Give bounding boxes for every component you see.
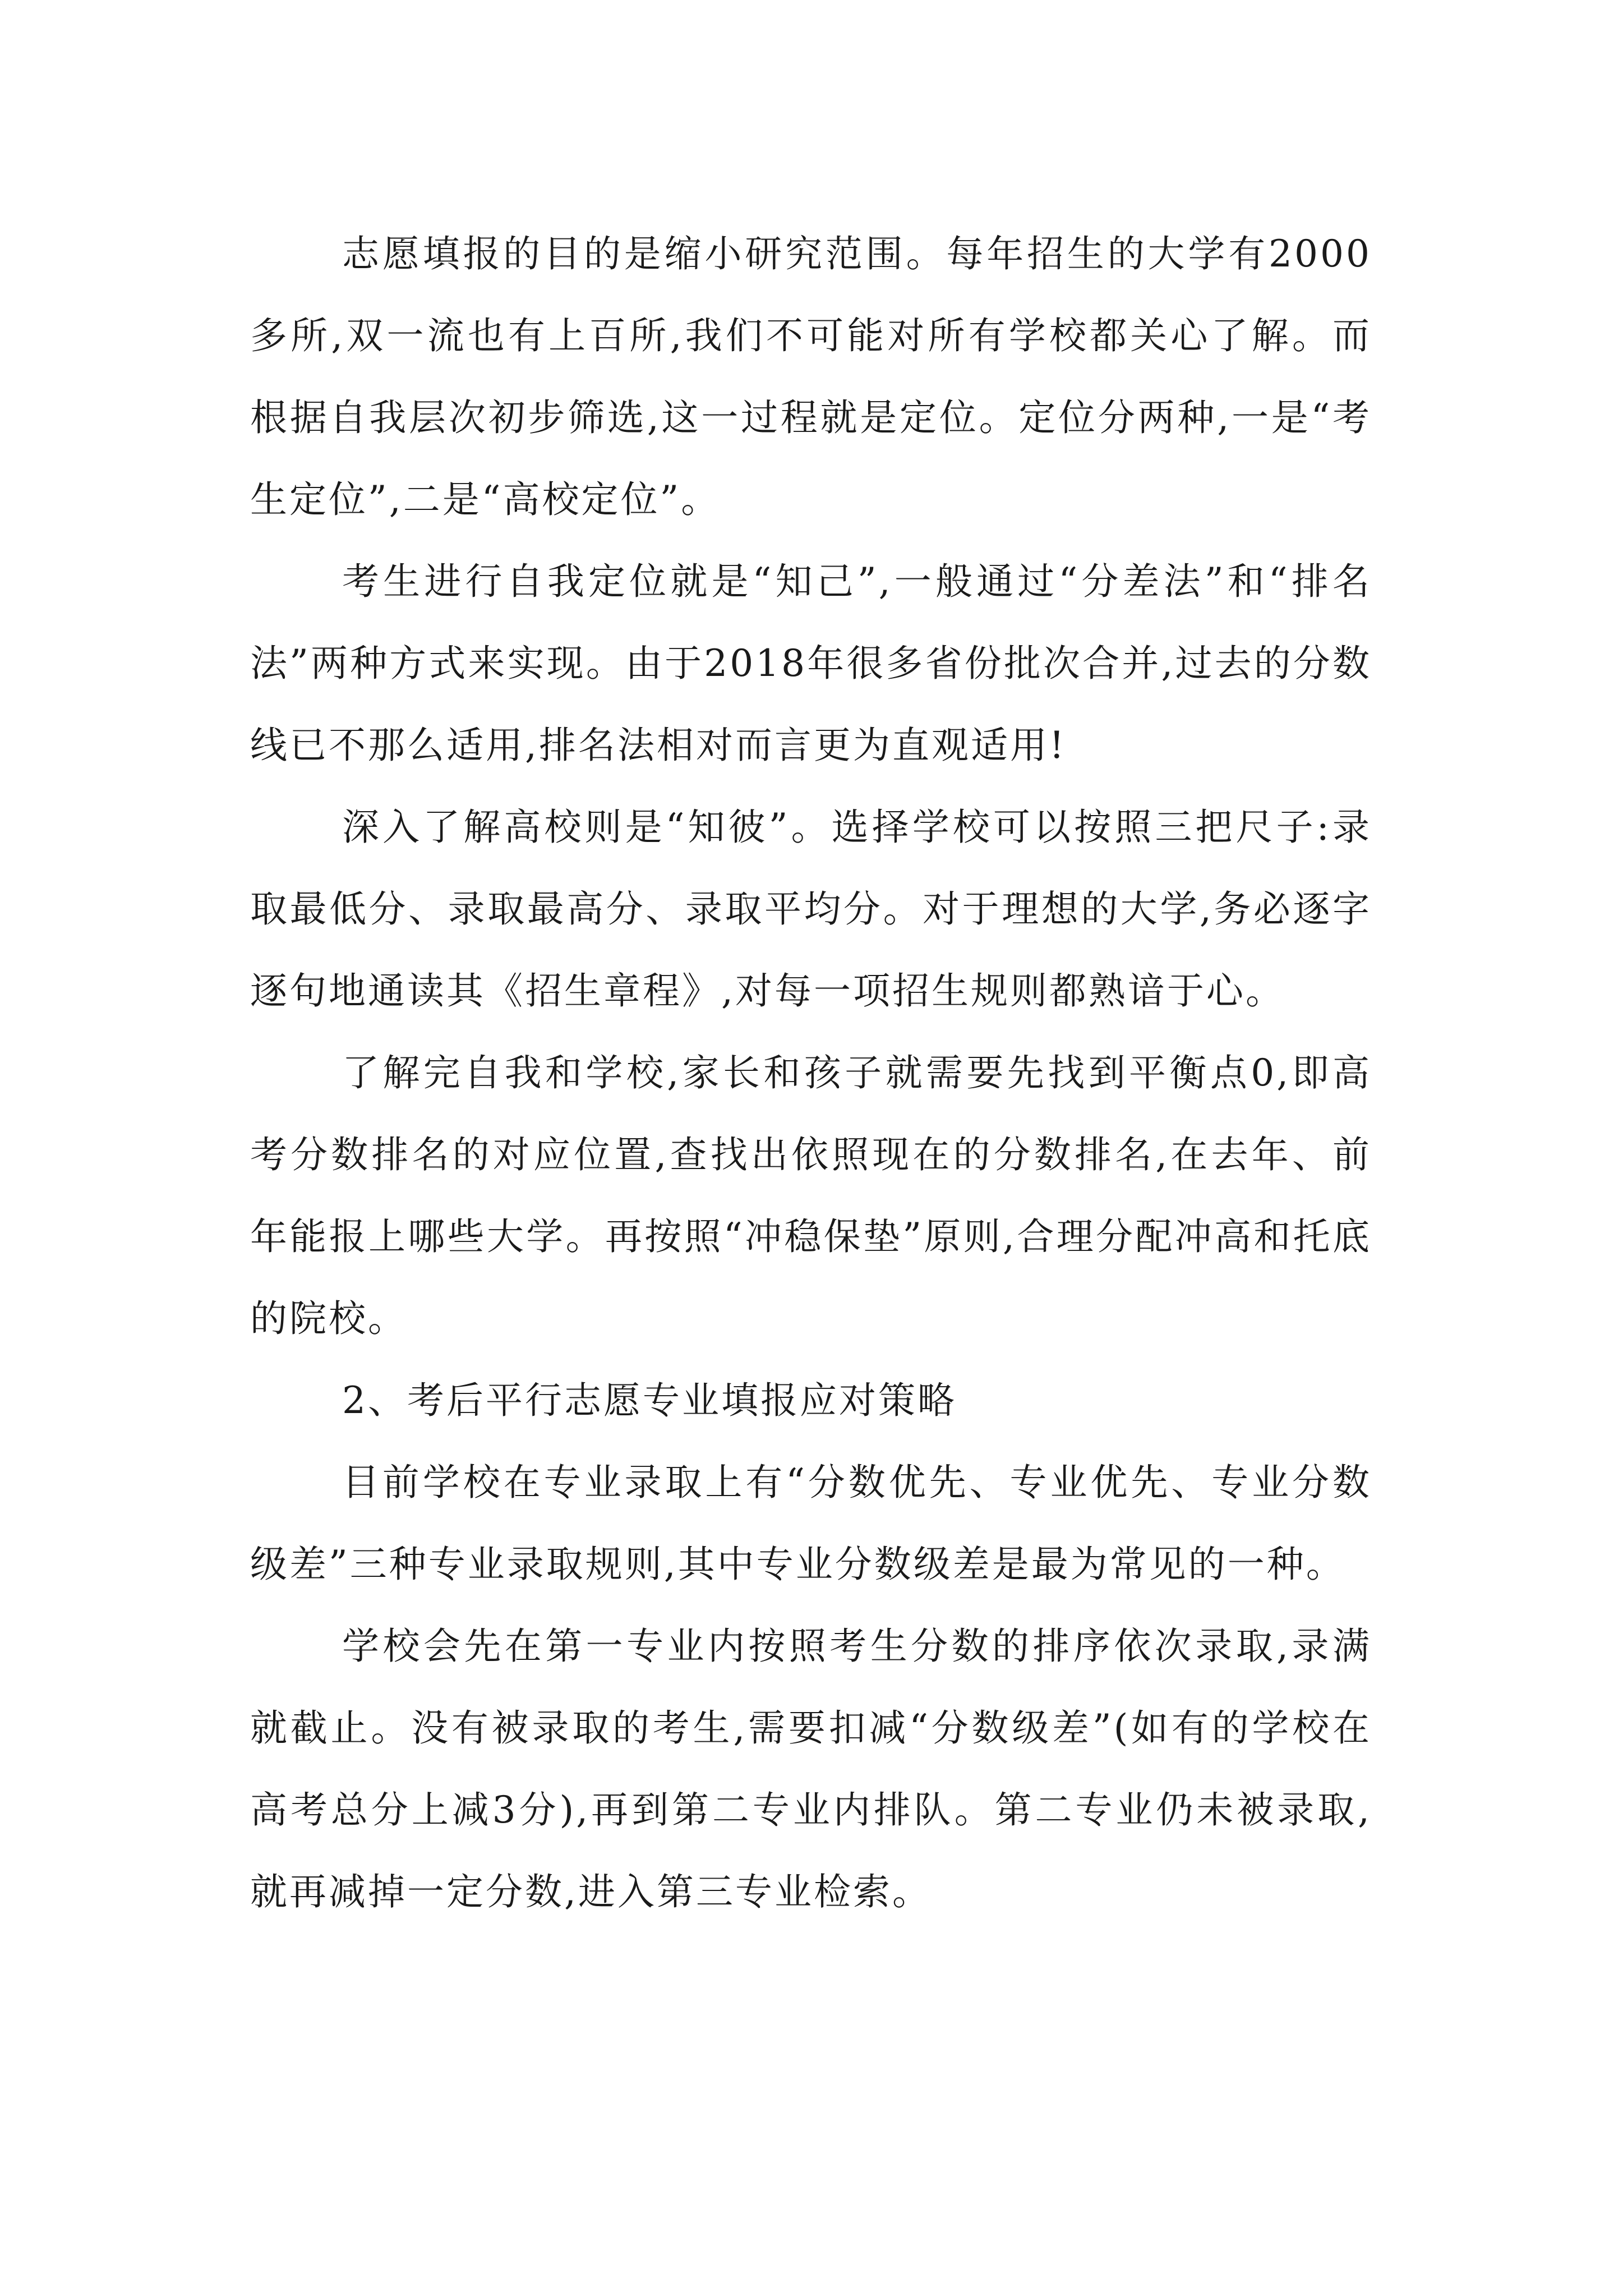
paragraph-admission-rules: 目前学校在专业录取上有“分数优先、专业优先、专业分数级差”三种专业录取规则,其中专业分数级差是最为常见的一种。	[250, 1461, 1372, 1586]
paragraph-self-positioning: 考生进行自我定位就是“知己”,一般通过“分差法”和“排名法”两种方式来实现。由于2018年很多省份批次合并,过去的分数线已不那么适用,排名法相对而言更为直观适用!	[250, 560, 1372, 767]
document-body	[250, 213, 1372, 1933]
paragraph-know-universities: 深入了解高校则是“知彼”。选择学校可以按照三把尺子:录取最低分、录取最高分、录取平均分。对于理想的大学,务必逐字逐句地通读其《招生章程》,对每一项招生规则都熟谙于心。	[250, 806, 1372, 1013]
paragraph-positioning-purpose: 志愿填报的目的是缩小研究范围。每年招生的大学有2000多所,双一流也有上百所,我们不可能对所有学校都关心了解。而根据自我层次初步筛选,这一过程就是定位。定位分两种,一是“考生定位”,二是“高校定位”。	[250, 232, 1372, 521]
section-heading-major-strategy: 2、考后平行志愿专业填报应对策略	[342, 1379, 957, 1422]
paragraph-balance-point: 了解完自我和学校,家长和孩子就需要先找到平衡点0,即高考分数排名的对应位置,查找出依照现在的分数排名,在去年、前年能报上哪些大学。再按照“冲稳保垫”原则,合理分配冲高和托底的院校。	[250, 1051, 1372, 1340]
paragraph-score-gap-process: 学校会先在第一专业内按照考生分数的排序依次录取,录满就截止。没有被录取的考生,需要扣减“分数级差”(如有的学校在高考总分上减3分),再到第二专业内排队。第二专业仍未被录取,就再减掉一定分数,进入第三专业检索。	[250, 1625, 1372, 1913]
